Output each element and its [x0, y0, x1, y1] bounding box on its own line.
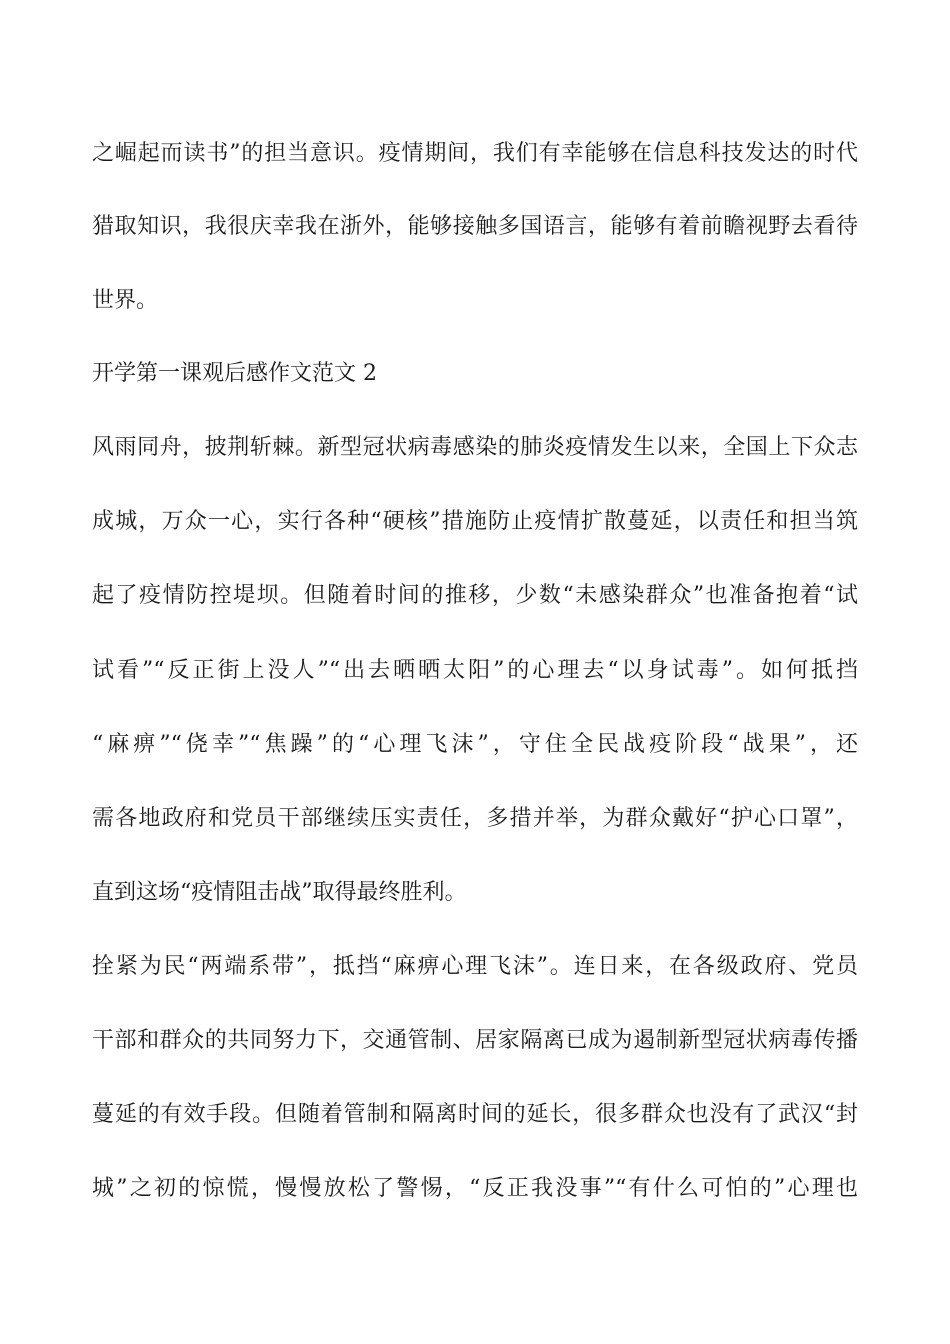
- section-heading: 开学第一课观后感作文范文 2: [92, 361, 377, 386]
- text-line: 之崛起而读书”的担当意识。疫情期间，我们有幸能够在信息科技发达的时代: [92, 141, 858, 166]
- text-line: 拴紧为民“两端系带”，抵挡“麻痹心理飞沫”。连日来，在各级政府、党员: [92, 954, 858, 979]
- text-line: 起了疫情防控堤坝。但随着时间的推移，少数“未感染群众”也准备抱着“试: [92, 583, 858, 608]
- text-line: 世界。: [92, 288, 159, 313]
- text-line: 干部和群众的共同努力下，交通管制、居家隔离已成为遏制新型冠状病毒传播: [92, 1028, 858, 1053]
- text-line: 蔓延的有效手段。但随着管制和隔离时间的延长，很多群众也没有了武汉“封: [92, 1102, 858, 1127]
- text-line: 猎取知识，我很庆幸我在浙外，能够接触多国语言，能够有着前瞻视野去看待: [92, 214, 858, 239]
- text-line: “麻痹”“侥幸”“焦躁”的“心理飞沫”，守住全民战疫阶段“战果”，还: [92, 732, 858, 757]
- text-line: 试看”“反正街上没人”“出去晒晒太阳”的心理去“以身试毒”。如何抵挡: [92, 658, 858, 683]
- text-line: 需各地政府和党员干部继续压实责任，多措并举，为群众戴好“护心口罩”，: [92, 806, 858, 831]
- text-line: 城”之初的惊慌，慢慢放松了警惕，“反正我没事”“有什么可怕的”心理也: [92, 1176, 858, 1201]
- text-line: 成城，万众一心，实行各种“硬核”措施防止疫情扩散蔓延，以责任和担当筑: [92, 509, 858, 534]
- text-line: 直到这场“疫情阻击战”取得最终胜利。: [92, 880, 467, 905]
- text-line: 风雨同舟，披荆斩棘。新型冠状病毒感染的肺炎疫情发生以来，全国上下众志: [92, 435, 858, 460]
